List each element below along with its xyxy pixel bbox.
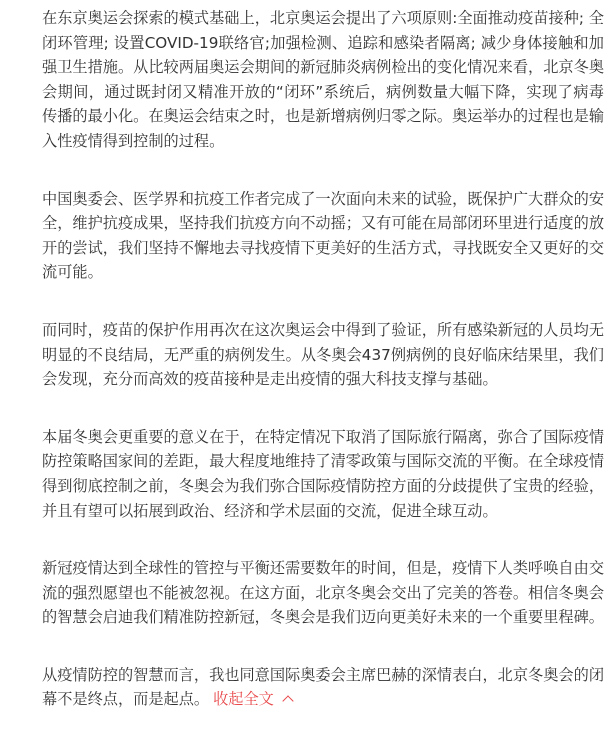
article-paragraph-2: 中国奥委会、医学界和抗疫工作者完成了一次面向未来的试验，既保护广大群众的安全，维护抗疫成果，坚持我们抗疫方向不动摇；又有可能在局部闭环里进行适度的放开的尝试，我们坚持不懈地去寻找疫情下更美好的生活方式，寻找既安全又更好的交流可能。 [42, 189, 604, 282]
article-paragraph-6 [42, 663, 604, 712]
article-paragraph-1: 在东京奥运会探索的模式基础上，北京奥运会提出了六项原则:全面推动疫苗接种; 全闭环管理; 设置COVID-19联络官;加强检测、追踪和感染者隔离; 减少身体接触和加强卫生措施。从比较两届奥运会期间的新冠肺炎病例检出的变化情况来看，北京冬奥会期间，通过既封闭又精准开放的“闭环”系统后，病例数量大幅下降，实现了病毒传播的最小化。在奥运会结束之时，也是新增病例归零之际。奥运举办的过程也是输入性疫情得到控制的过程。 [42, 9, 604, 150]
collapse-article-link[interactable] [213, 690, 292, 708]
collapse-article-label: 收起全文 [213, 690, 274, 709]
article-paragraph-3: 而同时，疫苗的保护作用再次在这次奥运会中得到了验证，所有感染新冠的人员均无明显的不良结局，无严重的病例发生。从冬奥会437例病例的良好临床结果里，我们会发现，充分而高效的疫苗接种是走出疫情的强大科技支撑与基础。 [42, 320, 604, 389]
chevron-up-icon [282, 696, 293, 707]
article-paragraph-5: 新冠疫情达到全球性的管控与平衡还需要数年的时间，但是，疫情下人类呼唤自由交流的强烈愿望也不能被忽视。在这方面，北京冬奥会交出了完美的答卷。相信冬奥会的智慧会启迪我们精准防控新冠，冬奥会是我们迈向更美好未来的一个重要里程碑。 [42, 559, 604, 627]
article-paragraph-4: 本届冬奥会更重要的意义在于，在特定情况下取消了国际旅行隔离，弥合了国际疫情防控策略国家间的差距，最大程度地维持了清零政策与国际交流的平衡。在全球疫情得到彻底控制之前，冬奥会为我们弥合国际疫情防控方面的分歧提供了宝贵的经验，并且有望可以拓展到政治、经济和学术层面的交流，促进全球互动。 [42, 427, 604, 520]
article-paragraph-6-text: 从疫情防控的智慧而言，我也同意国际奥委会主席巴赫的深情表白，北京冬奥会的闭幕不是终点，而是起点。 [42, 665, 604, 709]
